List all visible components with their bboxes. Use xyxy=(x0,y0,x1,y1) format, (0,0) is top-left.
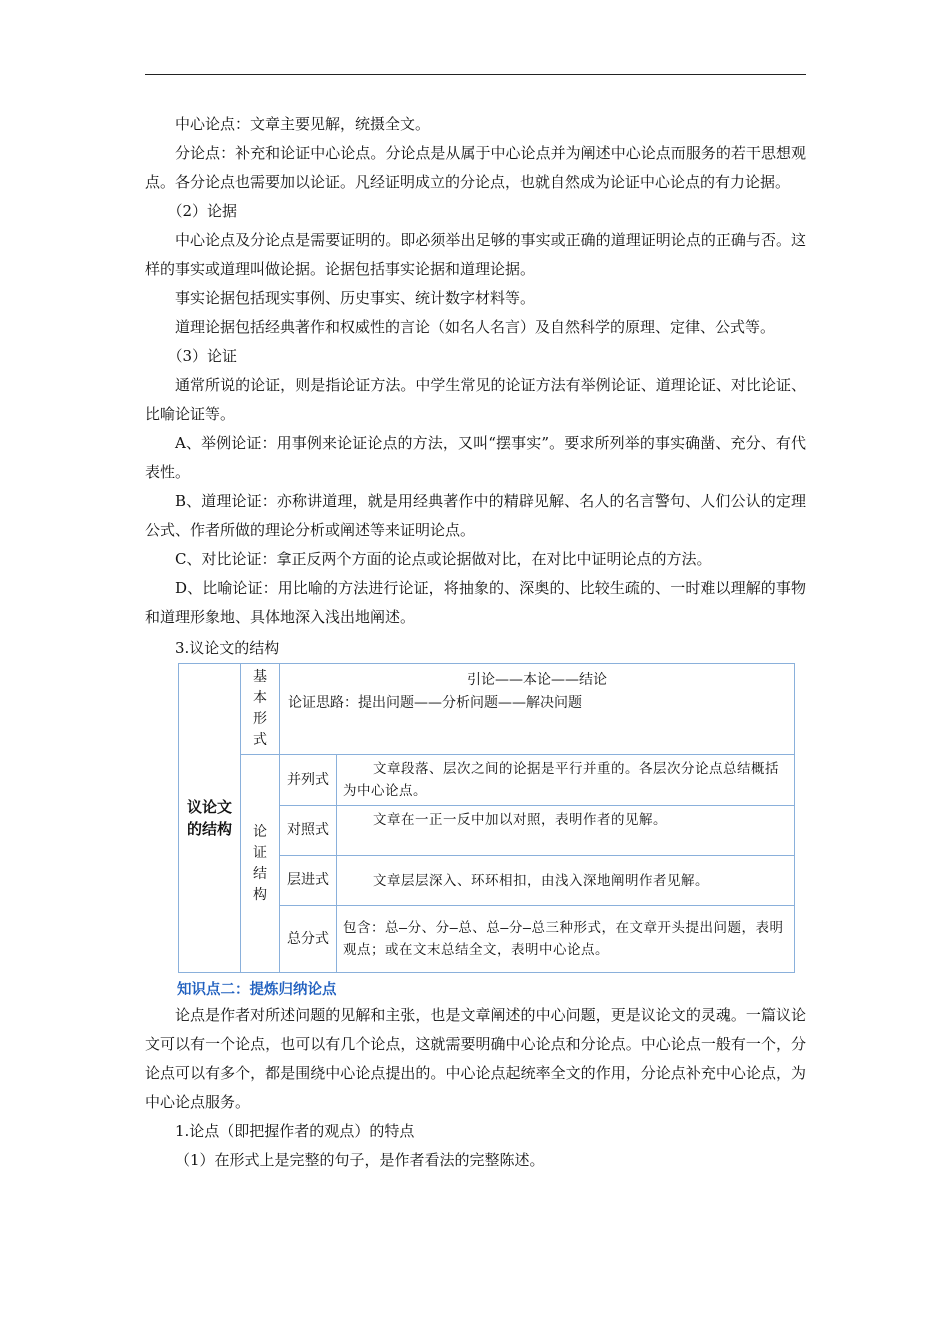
paragraph-top-2: （2）论据 xyxy=(167,202,238,220)
desc-cell-3 xyxy=(337,906,795,973)
structure-table xyxy=(178,663,795,973)
type-cell-0: 并列式 xyxy=(280,755,337,806)
paragraph-bottom-1: 1.论点（即把握作者的观点）的特点 xyxy=(175,1122,415,1140)
desc-text-3: 包含：总—分、分—总、总—分—总三种形式，在文章开头提出问题，表明观点；或在文末总结全文，表明中心论点。 xyxy=(343,920,784,958)
desc-cell-1 xyxy=(337,806,795,856)
paragraph-bottom-2: （1）在形式上是完整的句子，是作者看法的完整陈述。 xyxy=(175,1151,545,1169)
paragraph-top-5: 道理论据包括经典著作和权威性的言论（如名人名言）及自然科学的原理、定律、公式等。 xyxy=(175,318,776,336)
desc-text-0: 文章段落、层次之间的论据是平行并重的。各层次分论点总结概括为中心论点。 xyxy=(343,761,779,799)
desc-text-1: 文章在一正一反中加以对照，表明作者的见解。 xyxy=(373,812,667,828)
paragraph-top-7: 通常所说的论证，则是指论证方法。中学生常见的论证方法有举例论证、道理论证、对比论证、比喻论证等。 xyxy=(145,376,806,423)
paragraph-top-4: 事实论据包括现实事例、历史事实、统计数字材料等。 xyxy=(175,289,536,307)
knowledge-point-title: 知识点二：提炼归纳论点 xyxy=(177,982,337,998)
basic-form-label: 基本形式 xyxy=(241,664,280,755)
header-rule xyxy=(145,74,806,75)
paragraph-top-8: A、举例论证：用事例来论证论点的方法，又叫“摆事实”。要求所列举的事实确凿、充分、有代表性。 xyxy=(145,434,806,481)
type-cell-1: 对照式 xyxy=(280,806,337,856)
document-body xyxy=(145,110,806,1175)
table-left-head: 议论文的结构 xyxy=(179,664,241,973)
paragraph-top-0: 中心论点：文章主要见解，统摄全文。 xyxy=(175,115,431,133)
paragraph-top-9: B、道理论证：亦称讲道理，就是用经典著作中的精辟见解、名人的名言警句、人们公认的定理公式、作者所做的理论分析或阐述等来证明论点。 xyxy=(145,492,806,539)
paragraph-top-10: C、对比论证：拿正反两个方面的论点或论据做对比，在对比中证明论点的方法。 xyxy=(175,550,712,568)
desc-text-2: 文章层层深入、环环相扣，由浅入深地阐明作者见解。 xyxy=(373,872,709,889)
argument-structure-label: 论证结构 xyxy=(241,755,280,973)
desc-cell-2 xyxy=(337,856,795,906)
bottom-paragraphs xyxy=(145,1001,806,1175)
basic-form-line2: 论证思路：提出问题——分析问题——解决问题 xyxy=(288,695,582,711)
paragraph-top-1: 分论点：补充和论证中心论点。分论点是从属于中心论点并为阐述中心论点而服务的若干思想观点。各分论点也需要加以论证。凡经证明成立的分论点，也就自然成为论证中心论点的有力论据。 xyxy=(145,144,806,191)
paragraph-top-11: D、比喻论证：用比喻的方法进行论证，将抽象的、深奥的、比较生疏的、一时难以理解的事物和道理形象地、具体地深入浅出地阐述。 xyxy=(145,579,806,626)
desc-cell-0 xyxy=(337,755,795,806)
top-paragraphs xyxy=(145,110,806,632)
paragraph-top-6: （3）论证 xyxy=(167,347,238,365)
paragraph-top-3: 中心论点及分论点是需要证明的。即必须举出足够的事实或正确的道理证明论点的正确与否。这样的事实或道理叫做论据。论据包括事实论据和道理论据。 xyxy=(145,231,806,278)
type-cell-2: 层进式 xyxy=(280,856,337,906)
structure-heading: 3.议论文的结构 xyxy=(175,639,280,657)
paragraph-bottom-0: 论点是作者对所述问题的见解和主张，也是文章阐述的中心问题，更是议论文的灵魂。一篇议论文可以有一个论点，也可以有几个论点，这就需要明确中心论点和分论点。中心论点一般有一个，分论点可以有多个，都是围绕中心论点提出的。中心论点起统率全文的作用，分论点补充中心论点，为中心论点服务。 xyxy=(145,1006,806,1111)
basic-form-line1: 引论——本论——结论 xyxy=(467,672,607,688)
basic-form-cell xyxy=(280,664,795,755)
type-cell-3: 总分式 xyxy=(280,906,337,973)
